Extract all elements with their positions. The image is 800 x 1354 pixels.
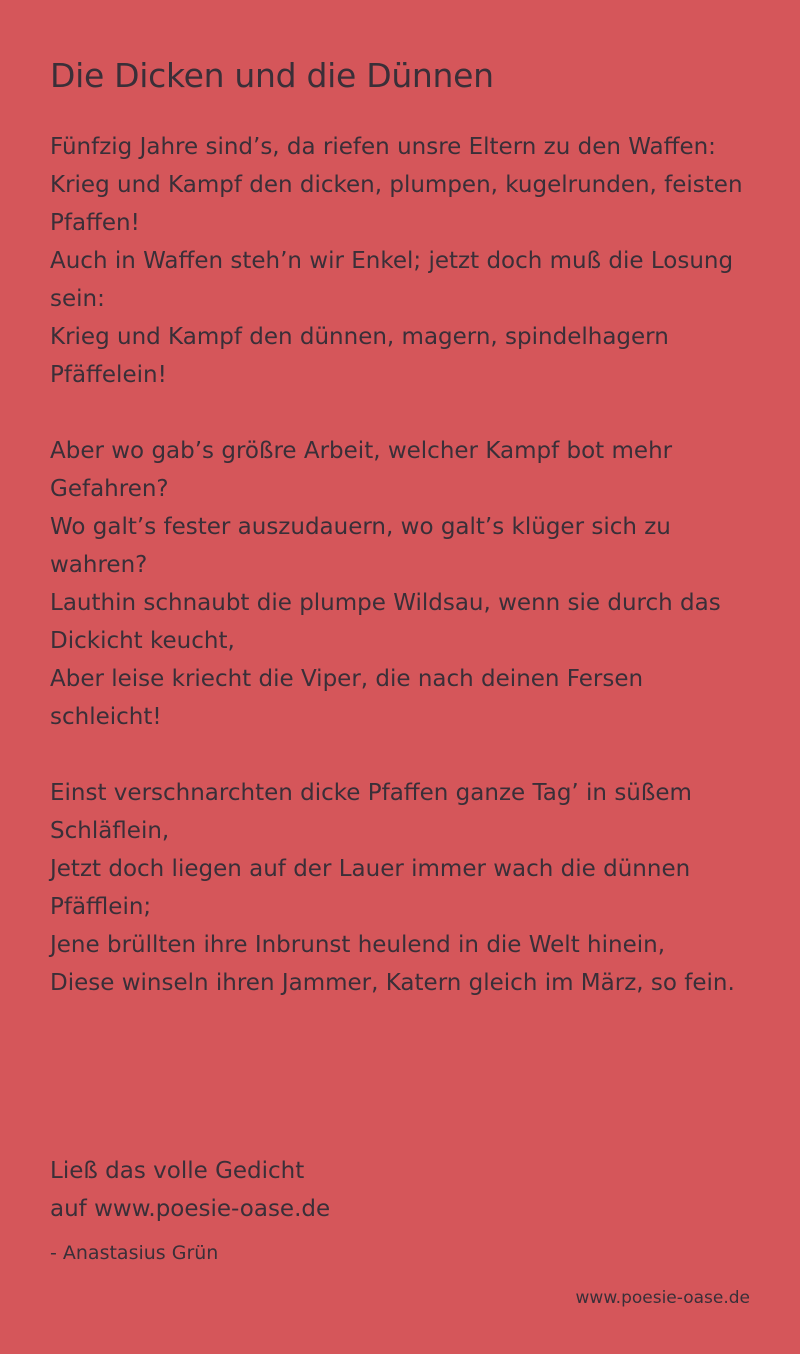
verse-line: Jetzt doch liegen auf der Lauer immer wach die dünnen Pfäfflein; <box>50 856 691 920</box>
verse-line: Einst verschnarchten dicke Pfaffen ganze Tag’ in süßem Schläflein, <box>50 780 692 844</box>
poem-title: Die Dicken und die Dünnen <box>50 56 494 95</box>
verse-line: Krieg und Kampf den dünnen, magern, spindelhagern Pfäffelein! <box>50 324 669 388</box>
read-full-poem-note <box>50 1152 330 1228</box>
stanza-1 <box>50 128 760 394</box>
verse-line: Lauthin schnaubt die plumpe Wildsau, wenn sie durch das Dickicht keucht, <box>50 590 721 654</box>
verse-line: Krieg und Kampf den dicken, plumpen, kugelrunden, feisten Pfaffen! <box>50 172 743 236</box>
cta-link-line[interactable]: auf www.poesie-oase.de <box>50 1196 331 1222</box>
stanza-2 <box>50 432 760 736</box>
verse-line: Jene brüllten ihre Inbrunst heulend in die Welt hinein, <box>50 932 666 958</box>
verse-line: Wo galt’s fester auszudauern, wo galt’s klüger sich zu wahren? <box>50 514 671 578</box>
website-watermark: www.poesie-oase.de <box>575 1288 750 1308</box>
cta-line: Ließ das volle Gedicht <box>50 1158 305 1184</box>
verse-line: Auch in Waffen steh’n wir Enkel; jetzt doch muß die Losung sein: <box>50 248 734 312</box>
verse-line: Aber leise kriecht die Viper, die nach deinen Fersen schleicht! <box>50 666 644 730</box>
stanza-3 <box>50 774 760 1002</box>
author-credit: - Anastasius Grün <box>50 1242 219 1264</box>
verse-line: Fünfzig Jahre sind’s, da riefen unsre Eltern zu den Waffen: <box>50 134 716 160</box>
verse-line: Diese winseln ihren Jammer, Katern gleich im März, so fein. <box>50 970 735 996</box>
poem-body <box>50 128 760 1002</box>
poem-card <box>50 50 760 1040</box>
verse-line: Aber wo gab’s größre Arbeit, welcher Kampf bot mehr Gefahren? <box>50 438 673 502</box>
